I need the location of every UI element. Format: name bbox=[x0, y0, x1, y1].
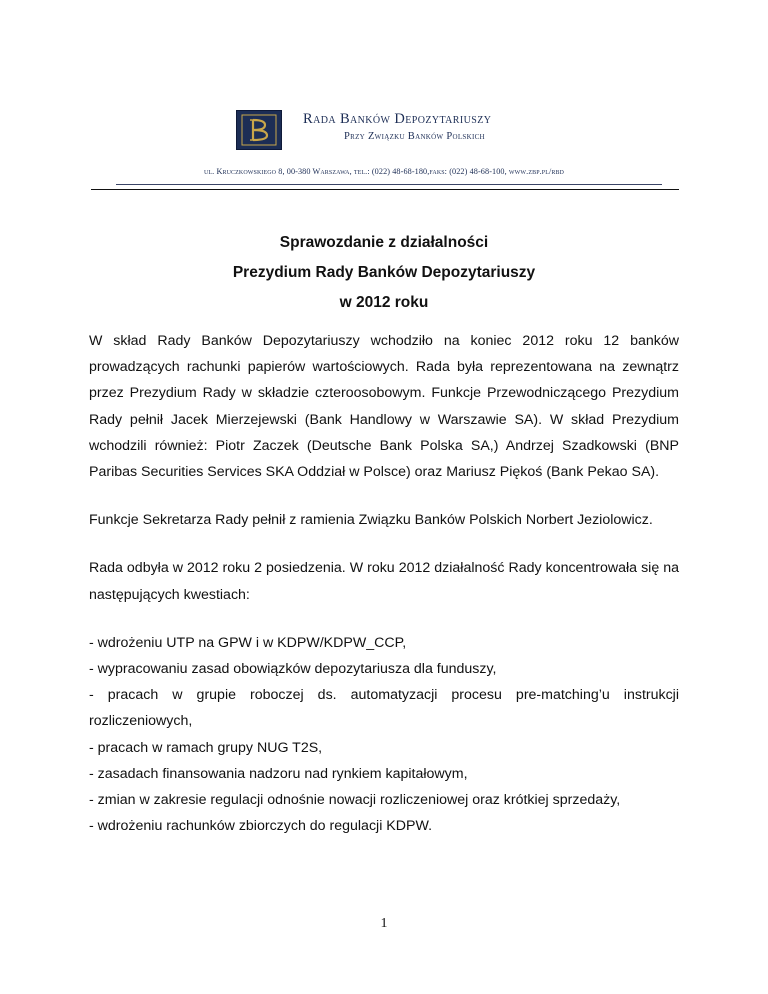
list-item: - zasadach finansowania nadzoru nad rynkiem kapitałowym, bbox=[89, 765, 468, 782]
rbd-logo-icon bbox=[236, 110, 282, 150]
list-item: - wdrożeniu UTP na GPW i w KDPW/KDPW_CCP, bbox=[89, 634, 407, 651]
document-body bbox=[89, 328, 679, 839]
title-line-2: Prezydium Rady Banków Depozytariuszy bbox=[232, 264, 536, 281]
organization-subtitle: Przy Związku Banków Polskich bbox=[344, 131, 485, 142]
document-title bbox=[0, 228, 768, 318]
activities-list bbox=[89, 630, 679, 840]
list-item: - wypracowaniu zasad obowiązków depozytariusza dla funduszy, bbox=[89, 661, 497, 678]
paragraph-secretary: Funkcje Sekretarza Rady pełnił z ramienia Związku Banków Polskich Norbert Jeziolowicz. bbox=[89, 512, 653, 529]
list-item: - pracach w ramach grupy NUG T2S, bbox=[89, 739, 323, 756]
letterhead-address: ul. Kruczkowskiego 8, 00-380 Warszawa, tel.: (022) 48-68-180,faks: (022) 48-68-100, www.zbp.pl/rbd bbox=[203, 167, 564, 176]
letterhead-rule-thin bbox=[116, 184, 662, 185]
list-item: - pracach w grupie roboczej ds. automatyzacji procesu pre-matching’u instrukcji rozliczeniowych, bbox=[89, 687, 679, 730]
page-number: 1 bbox=[380, 916, 388, 931]
list-item: - zmian w zakresie regulacji odnośnie nowacji rozliczeniowej oraz krótkiej sprzedaży, bbox=[89, 792, 621, 809]
list-item: - wdrożeniu rachunków zbiorczych do regulacji KDPW. bbox=[89, 818, 433, 835]
paragraph-council-composition: W skład Rady Banków Depozytariuszy wchodziło na koniec 2012 roku 12 banków prowadzących rachunki papierów wartościowych. Rada była reprezentowana na zewnątrz przez Prezydium Rady w składzie czteroosobowym. Funkcje Przewodniczącego Prezydium Rady pełnił Jacek Mierzejewski (Bank Handlowy w Warszawie SA). W skład Prezydium wchodzili również: Piotr Zaczek (Deutsche Bank Polska SA,) Andrzej Szadkowski (BNP Paribas Securities Services SKA Oddział w Polsce) oraz Mariusz Piękoś (Bank Pekao SA). bbox=[89, 333, 679, 481]
organization-name: Rada Banków Depozytariuszy bbox=[303, 111, 492, 127]
paragraph-meetings: Rada odbyła w 2012 roku 2 posiedzenia. W roku 2012 działalność Rady koncentrowała się na następujących kwestiach: bbox=[89, 560, 679, 603]
title-line-3: w 2012 roku bbox=[339, 294, 429, 311]
letterhead bbox=[0, 0, 768, 200]
title-line-1: Sprawozdanie z działalności bbox=[279, 234, 489, 251]
letterhead-rule-thick bbox=[91, 189, 679, 190]
